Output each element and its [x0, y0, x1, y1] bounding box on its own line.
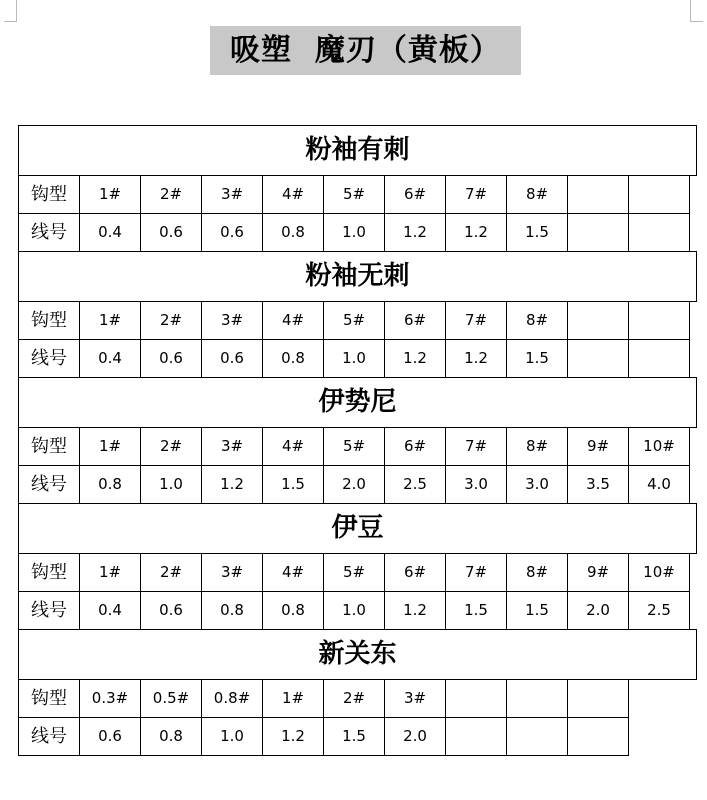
hook-row	[18, 679, 698, 718]
line-cell: 0.8	[262, 591, 324, 630]
hook-cell: 4#	[262, 427, 324, 466]
section-header: 粉袖无刺	[18, 251, 697, 302]
hook-cell: 5#	[323, 175, 385, 214]
line-cell: 0.6	[140, 591, 202, 630]
line-cell: 1.5	[445, 591, 507, 630]
line-cell: 0.4	[79, 591, 141, 630]
line-cell: 1.2	[384, 213, 446, 252]
hook-cell: 3#	[384, 679, 446, 718]
hook-cell: 6#	[384, 553, 446, 592]
line-cell: 0.6	[201, 339, 263, 378]
line-cell: 0.4	[79, 213, 141, 252]
line-row	[18, 339, 698, 378]
hook-cell: 1#	[79, 427, 141, 466]
hook-cell: 10#	[628, 427, 690, 466]
line-cell: 0.6	[140, 213, 202, 252]
hook-row	[18, 553, 698, 592]
line-cell	[628, 339, 690, 378]
line-cell: 1.5	[506, 213, 568, 252]
line-cell: 1.0	[323, 339, 385, 378]
hook-cell: 8#	[506, 427, 568, 466]
row-label: 线号	[18, 213, 80, 252]
hook-cell: 6#	[384, 427, 446, 466]
section-header: 新关东	[18, 629, 697, 680]
row-label: 线号	[18, 591, 80, 630]
hook-cell: 0.3#	[79, 679, 141, 718]
hook-cell: 7#	[445, 301, 507, 340]
hook-cell: 1#	[79, 553, 141, 592]
section-header: 伊势尼	[18, 377, 697, 428]
hook-row	[18, 427, 698, 466]
row-label: 线号	[18, 717, 80, 756]
line-cell: 1.5	[323, 717, 385, 756]
hook-cell: 4#	[262, 175, 324, 214]
hook-cell	[506, 679, 568, 718]
hook-cell: 8#	[506, 301, 568, 340]
hook-cell: 2#	[140, 427, 202, 466]
hook-cell: 6#	[384, 301, 446, 340]
line-cell: 0.8	[140, 717, 202, 756]
row-label: 钩型	[18, 679, 80, 718]
hook-cell: 2#	[323, 679, 385, 718]
line-cell: 1.5	[506, 591, 568, 630]
row-label: 钩型	[18, 301, 80, 340]
spec-table	[18, 126, 698, 756]
line-cell	[506, 717, 568, 756]
hook-cell: 5#	[323, 553, 385, 592]
line-cell: 1.5	[262, 465, 324, 504]
line-cell: 1.2	[262, 717, 324, 756]
hook-cell: 8#	[506, 553, 568, 592]
hook-row	[18, 175, 698, 214]
line-cell	[567, 717, 629, 756]
hook-cell: 9#	[567, 427, 629, 466]
hook-cell: 4#	[262, 301, 324, 340]
hook-cell: 0.5#	[140, 679, 202, 718]
hook-cell: 2#	[140, 301, 202, 340]
hook-cell: 0.8#	[201, 679, 263, 718]
row-label: 钩型	[18, 553, 80, 592]
section-header: 粉袖有刺	[18, 125, 697, 176]
line-cell: 1.2	[384, 591, 446, 630]
line-cell: 0.8	[79, 465, 141, 504]
hook-cell: 3#	[201, 175, 263, 214]
page-corner-mark-right	[690, 0, 703, 22]
line-cell: 2.5	[384, 465, 446, 504]
hook-cell: 2#	[140, 175, 202, 214]
page-corner-mark-left	[4, 0, 17, 22]
line-cell: 2.5	[628, 591, 690, 630]
hook-cell: 3#	[201, 427, 263, 466]
line-cell: 0.6	[140, 339, 202, 378]
line-cell: 1.0	[201, 717, 263, 756]
hook-cell: 2#	[140, 553, 202, 592]
hook-cell: 7#	[445, 427, 507, 466]
line-cell: 2.0	[384, 717, 446, 756]
line-cell: 0.8	[262, 339, 324, 378]
hook-cell: 3#	[201, 553, 263, 592]
line-cell: 2.0	[567, 591, 629, 630]
hook-cell	[567, 301, 629, 340]
hook-cell: 5#	[323, 427, 385, 466]
line-row	[18, 591, 698, 630]
line-cell: 1.2	[384, 339, 446, 378]
hook-cell	[567, 679, 629, 718]
line-cell: 0.8	[201, 591, 263, 630]
hook-cell: 6#	[384, 175, 446, 214]
line-cell: 1.0	[140, 465, 202, 504]
hook-cell: 3#	[201, 301, 263, 340]
document-title: 吸塑 魔刃（黄板）	[210, 26, 521, 75]
hook-cell	[445, 679, 507, 718]
row-label: 线号	[18, 465, 80, 504]
line-cell: 3.5	[567, 465, 629, 504]
line-row	[18, 717, 698, 756]
hook-cell	[567, 175, 629, 214]
line-row	[18, 465, 698, 504]
line-cell: 3.0	[506, 465, 568, 504]
line-cell: 0.6	[201, 213, 263, 252]
line-cell: 1.0	[323, 213, 385, 252]
line-cell: 1.5	[506, 339, 568, 378]
row-label: 钩型	[18, 175, 80, 214]
hook-cell: 9#	[567, 553, 629, 592]
hook-cell	[628, 301, 690, 340]
line-cell: 0.8	[262, 213, 324, 252]
hook-cell: 4#	[262, 553, 324, 592]
line-cell: 1.2	[445, 213, 507, 252]
line-cell: 1.0	[323, 591, 385, 630]
hook-cell: 8#	[506, 175, 568, 214]
line-cell	[567, 339, 629, 378]
line-cell	[628, 213, 690, 252]
row-label: 线号	[18, 339, 80, 378]
hook-cell: 1#	[79, 301, 141, 340]
row-label: 钩型	[18, 427, 80, 466]
hook-cell: 1#	[79, 175, 141, 214]
line-cell: 3.0	[445, 465, 507, 504]
line-cell: 4.0	[628, 465, 690, 504]
line-cell: 1.2	[445, 339, 507, 378]
line-row	[18, 213, 698, 252]
line-cell: 2.0	[323, 465, 385, 504]
hook-cell	[628, 175, 690, 214]
line-cell	[445, 717, 507, 756]
hook-cell: 5#	[323, 301, 385, 340]
hook-cell: 7#	[445, 175, 507, 214]
line-cell: 1.2	[201, 465, 263, 504]
section-header: 伊豆	[18, 503, 697, 554]
line-cell	[567, 213, 629, 252]
line-cell: 0.4	[79, 339, 141, 378]
line-cell: 0.6	[79, 717, 141, 756]
hook-row	[18, 301, 698, 340]
hook-cell: 10#	[628, 553, 690, 592]
hook-cell: 1#	[262, 679, 324, 718]
hook-cell: 7#	[445, 553, 507, 592]
